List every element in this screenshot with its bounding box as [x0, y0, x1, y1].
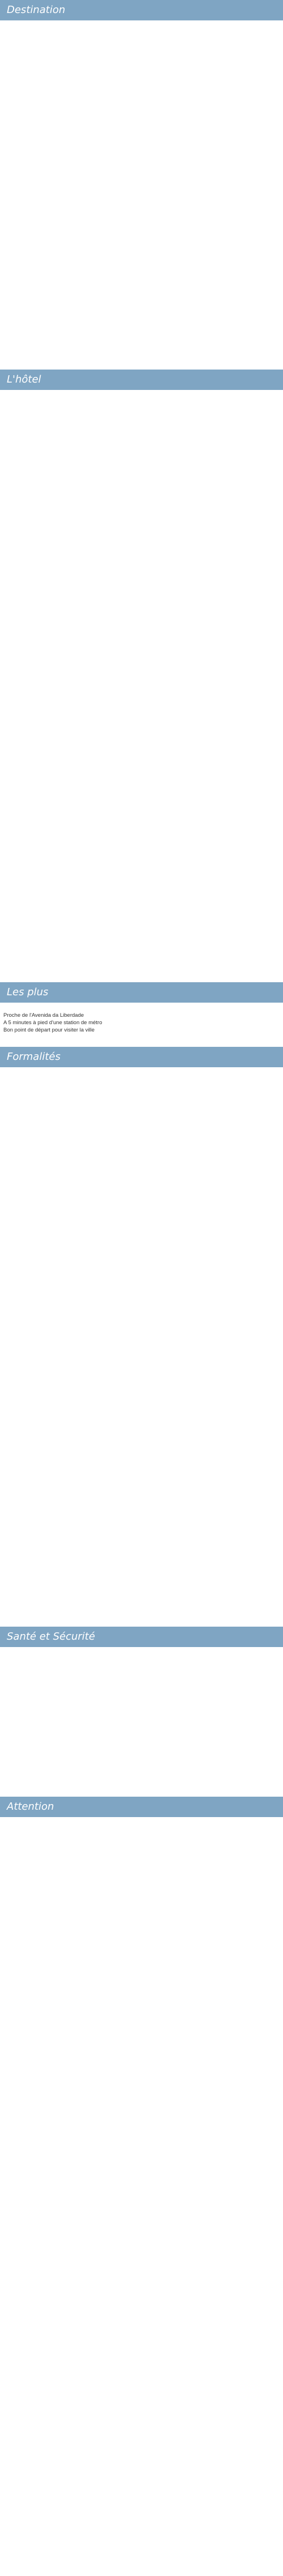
attention-body: [3, 1827, 277, 2564]
plus-item: Proche de l'Avenida da Liberdade: [3, 1012, 84, 1018]
sante-title: Santé et Sécurité: [0, 1627, 283, 1647]
destination-body: [3, 32, 277, 346]
sante-body: [3, 1658, 277, 1714]
formalites-title: Formalités: [0, 1047, 283, 1067]
destination-section: [0, 0, 283, 354]
plus-item: Bon point de départ pour visiter la ville: [3, 1027, 95, 1033]
sante-section: [0, 1607, 283, 1720]
plus-item: A 5 minutes à pied d'une station de métro: [3, 1020, 102, 1026]
plus-section: [0, 966, 283, 1040]
hotel-section: [0, 354, 283, 966]
formalites-section: [0, 1040, 283, 1607]
plus-title: Les plus: [0, 982, 283, 1003]
destination-title: Destination: [0, 0, 283, 20]
plus-list: [3, 1012, 277, 1034]
hotel-body: [3, 398, 277, 954]
attention-title: Attention: [0, 1797, 283, 1817]
hotel-title: L'hôtel: [0, 370, 283, 390]
formalites-body: [3, 1075, 277, 1597]
attention-section: [0, 1720, 283, 2576]
